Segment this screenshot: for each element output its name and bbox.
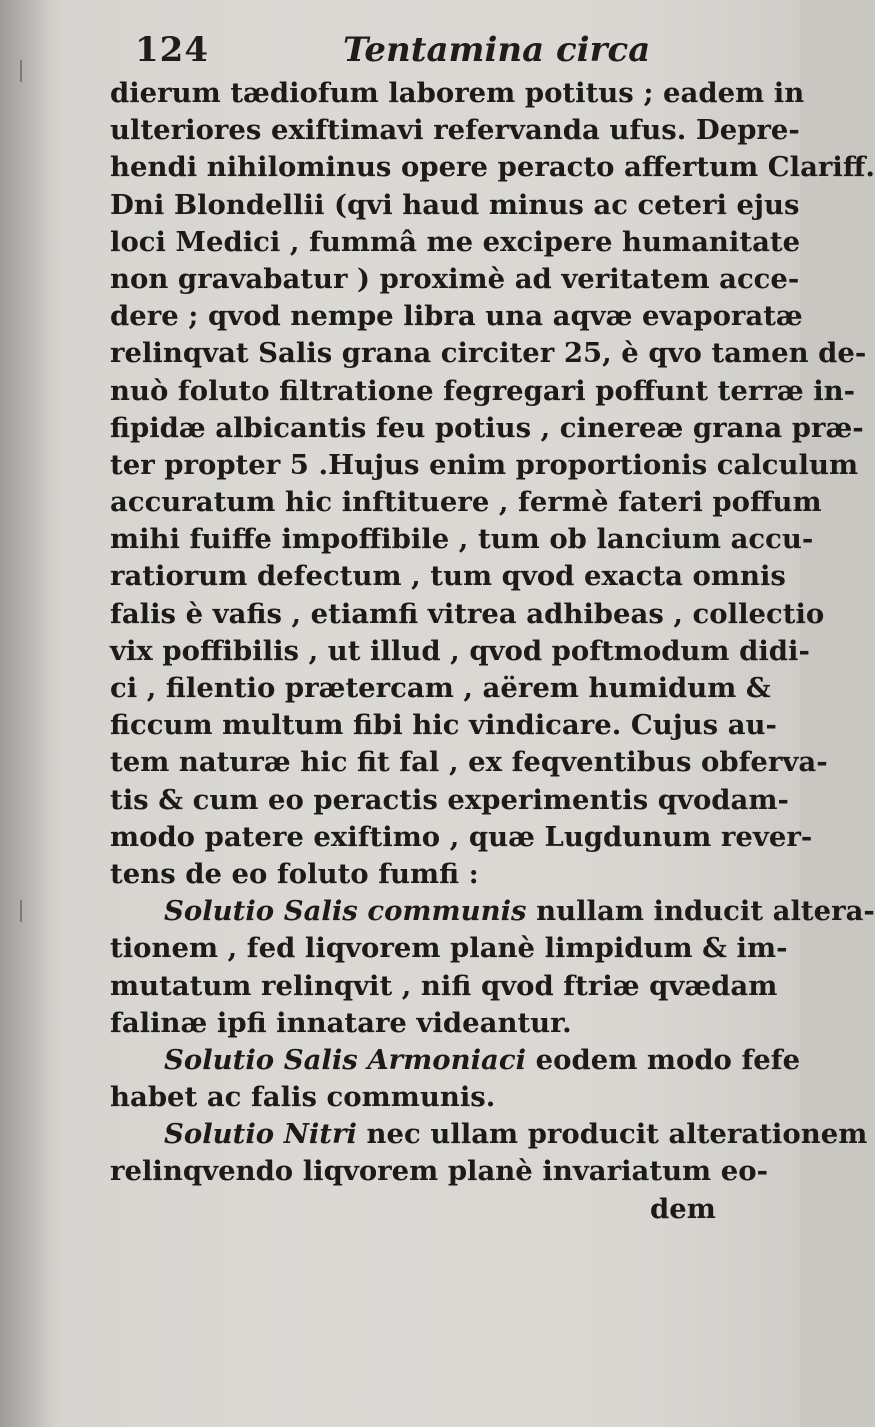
text-line: vix poffibilis , ut illud , qvod poftmodum didi-: [110, 634, 810, 667]
paragraph-lead: Solutio Salis Armoniaci: [164, 1043, 527, 1076]
text-line: habet ac falis communis.: [110, 1081, 496, 1114]
paragraph-first-line: [110, 1042, 800, 1079]
body-text: [110, 75, 875, 1228]
text-run: nullam inducit altera-: [536, 895, 875, 928]
running-title: Tentamina circa: [343, 30, 651, 70]
text-line: tens de eo foluto fumfi :: [110, 857, 479, 890]
margin-mark: [20, 900, 30, 922]
text-line: mihi fuiffe impoffibile , tum ob lancium accu-: [110, 523, 814, 556]
text-line: hendi nihilominus opere peracto affertum Clariff.: [110, 151, 875, 184]
text-line: falis è vafis , etiamfi vitrea adhibeas , collectio: [110, 597, 825, 630]
text-line: non gravabatur ) proximè ad veritatem acce-: [110, 262, 800, 295]
text-line: dierum tædiofum laborem potitus ; eadem in: [110, 77, 805, 109]
text-line: ficcum multum fibi hic vindicare. Cujus au-: [110, 709, 777, 742]
text-run: eodem modo fefe: [535, 1043, 801, 1076]
text-line: relinqvat Salis grana circiter 25, è qvo tamen de-: [110, 337, 867, 370]
text-line: Dni Blondellii (qvi haud minus ac ceteri ejus: [110, 188, 800, 221]
text-line: ratiorum defectum , tum qvod exacta omnis: [110, 560, 786, 593]
text-run: nec ullam producit alterationem: [366, 1118, 868, 1151]
text-line: ter propter 5 .Hujus enim proportionis calculum: [110, 448, 859, 481]
paragraph-first-line: [110, 1116, 868, 1153]
running-head: [135, 30, 695, 70]
text-line: accuratum hic inftituere , fermè fateri poffum: [110, 486, 822, 519]
paragraph-lead: Solutio Salis communis: [164, 895, 527, 928]
text-line: loci Medici , fummâ me excipere humanitate: [110, 225, 801, 258]
text-line: fipidæ albicantis feu potius , cinereæ grana præ-: [110, 411, 864, 444]
text-line: dere ; qvod nempe libra una aqvæ evaporatæ: [110, 300, 803, 333]
text-line: modo patere exiftimo , quæ Lugdunum rever-: [110, 820, 813, 853]
catchword: dem: [650, 1192, 716, 1225]
paragraph-lead: Solutio Nitri: [164, 1118, 357, 1151]
text-line: relinqvendo liqvorem planè invariatum eo-: [110, 1155, 768, 1188]
margin-mark: [20, 60, 30, 82]
text-line: falinæ ipfi innatare videantur.: [110, 1006, 572, 1039]
catchword-row: [110, 1191, 800, 1228]
text-line: ulteriores exiftimavi refervanda ufus. Depre-: [110, 114, 800, 147]
text-line: ci , filentio prætercam , aërem humidum &: [110, 672, 771, 704]
text-line: tis & cum eo peractis experimentis qvodam-: [110, 783, 789, 816]
text-line: tionem , fed liqvorem planè limpidum & im-: [110, 932, 788, 965]
paragraph-first-line: [110, 893, 875, 930]
text-line: nuò foluto filtratione fegregari poffunt terræ in-: [110, 374, 856, 407]
page-gutter-shadow: [0, 0, 60, 1427]
text-line: tem naturæ hic fit fal , ex feqventibus obferva-: [110, 746, 828, 779]
text-line: mutatum relinqvit , nifi qvod ftriæ qvædam: [110, 969, 778, 1002]
page-number: 124: [135, 30, 209, 70]
